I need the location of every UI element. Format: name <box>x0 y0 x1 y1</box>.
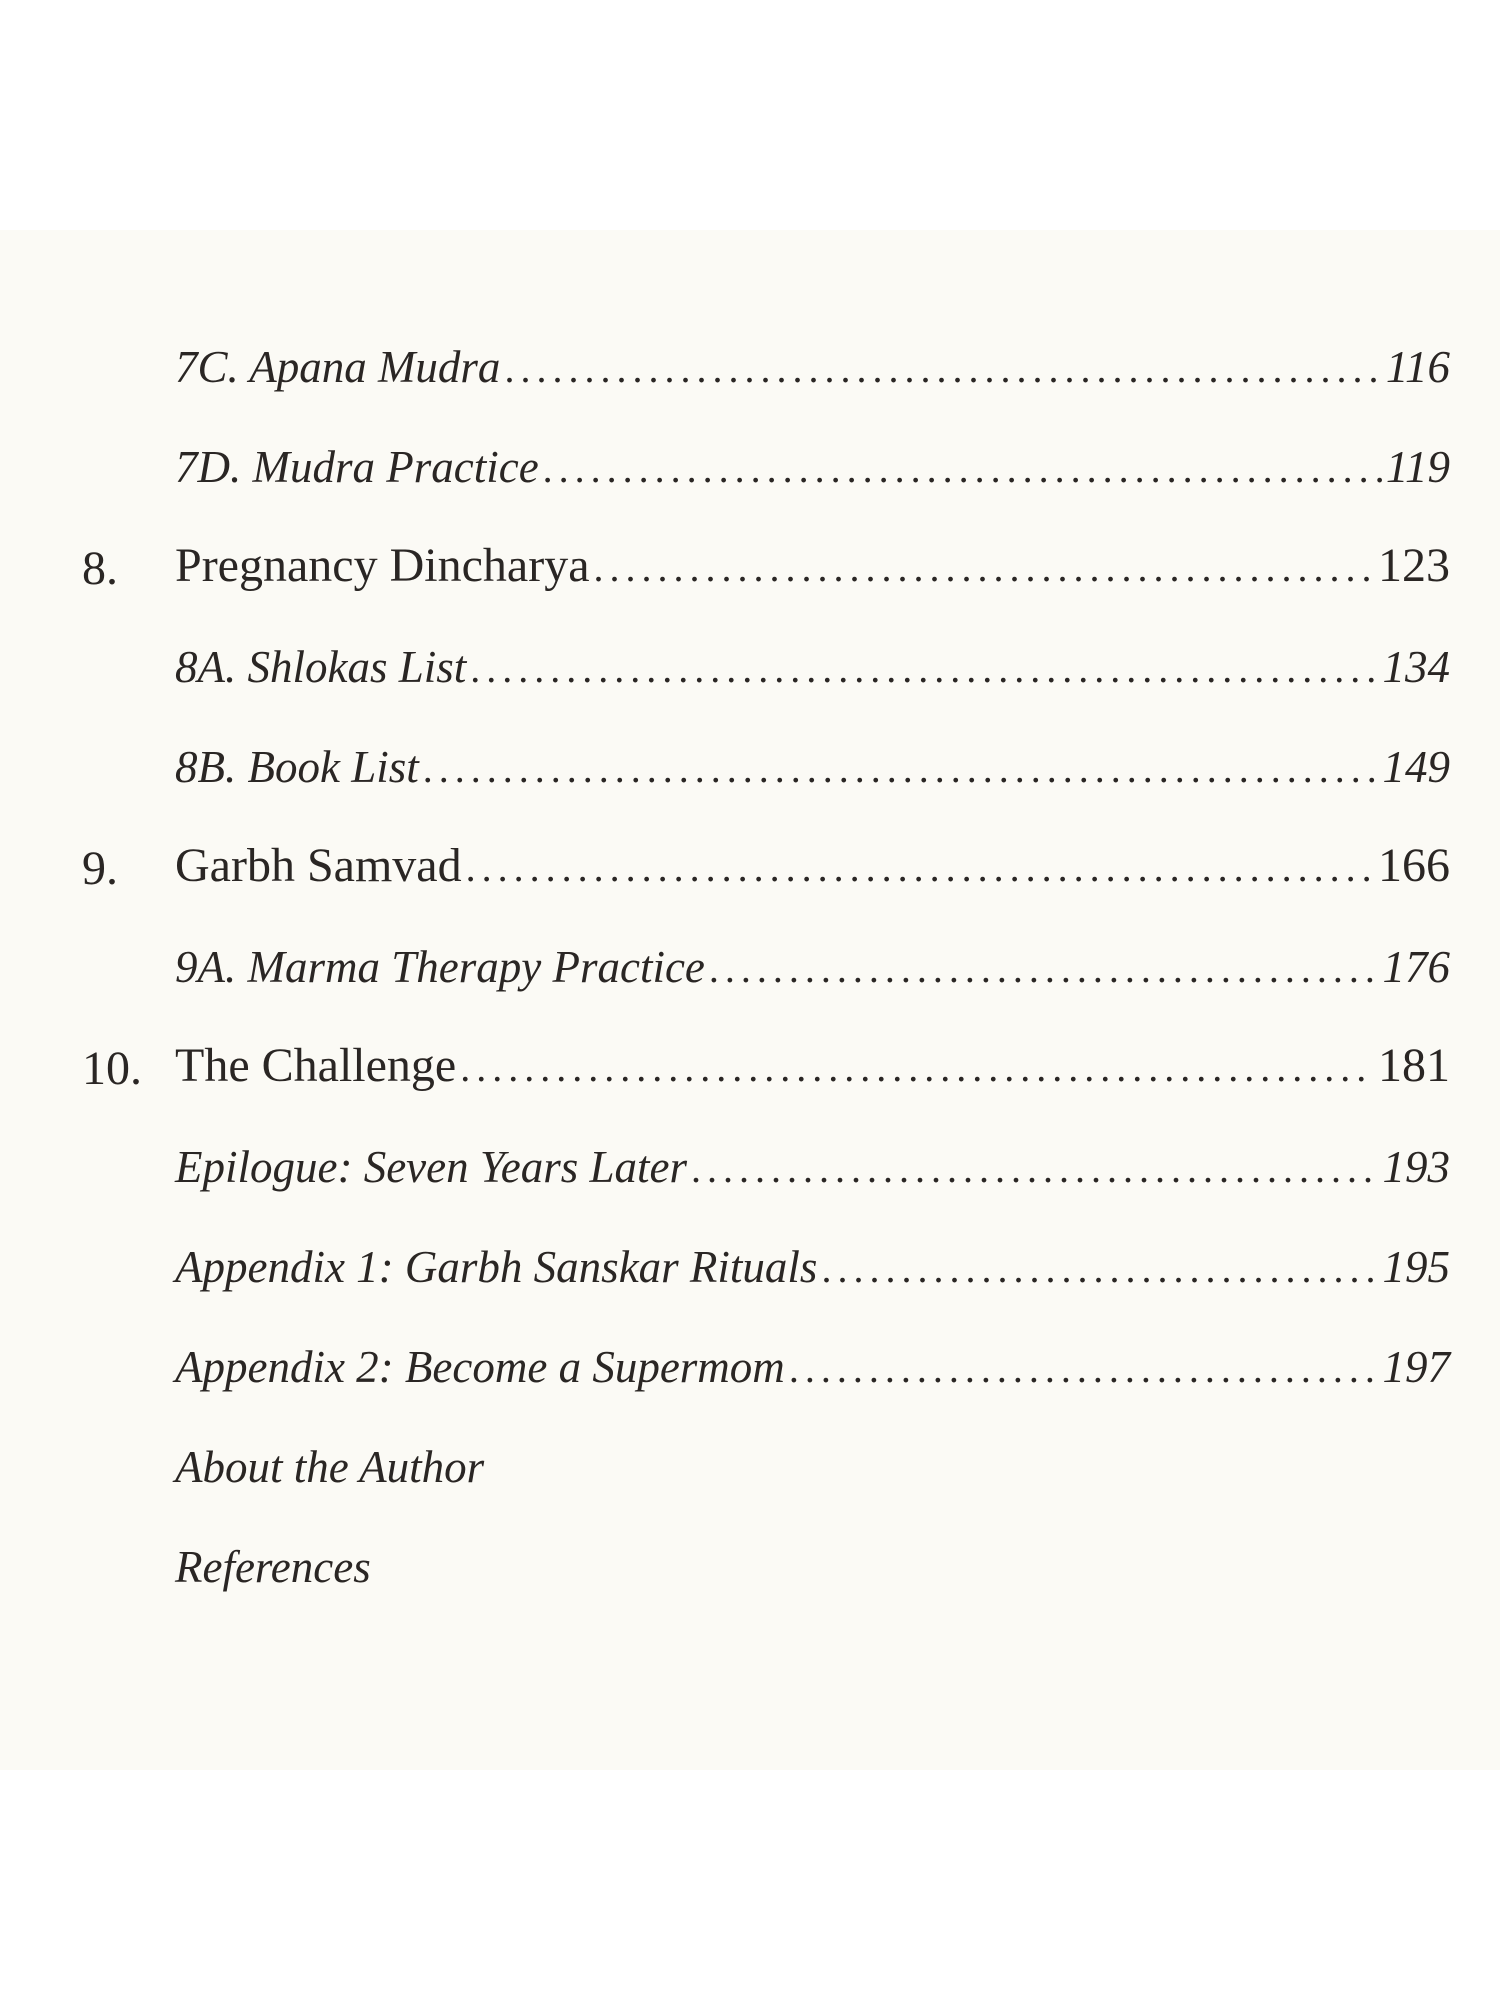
chapter-number: 8. <box>82 542 118 595</box>
toc-entry-title: Garbh Samvad <box>175 839 462 892</box>
toc-entry-7c <box>0 342 1500 405</box>
toc-entry-title: 9A. Marma Therapy Practice <box>175 942 705 992</box>
dot-leader <box>504 345 1381 392</box>
toc-entry-8 <box>0 539 1500 605</box>
dot-leader <box>709 945 1379 992</box>
toc-row <box>175 538 1450 593</box>
toc-entry-appendix-2 <box>0 1342 1500 1405</box>
toc-page-number: 149 <box>1382 742 1450 792</box>
toc-page-number: 195 <box>1382 1242 1450 1292</box>
toc-row <box>175 1341 1450 1393</box>
chapter-number: 9. <box>82 842 118 895</box>
toc-page-number: 166 <box>1378 839 1450 892</box>
dot-leader <box>691 1145 1378 1192</box>
toc-row <box>175 641 1450 693</box>
dot-leader <box>821 1245 1378 1292</box>
toc-entry-title: Pregnancy Dincharya <box>175 539 590 592</box>
toc-entry-7d <box>0 442 1500 505</box>
toc-row <box>175 1038 1450 1093</box>
toc-page-number: 116 <box>1385 342 1450 392</box>
toc-row <box>175 341 1450 393</box>
dot-leader <box>466 844 1374 891</box>
toc-page-number: 193 <box>1382 1142 1450 1192</box>
toc-entry-epilogue <box>0 1142 1500 1205</box>
toc-entry-title: 8A. Shlokas List <box>175 642 467 692</box>
book-page <box>0 230 1500 1770</box>
toc-entry-title: 7D. Mudra Practice <box>175 442 539 492</box>
toc-entry-references <box>0 1542 1500 1605</box>
toc-row <box>175 838 1450 893</box>
toc-entry-title: 8B. Book List <box>175 742 419 792</box>
toc-entry-9a <box>0 942 1500 1005</box>
toc-entry-title: References <box>175 1542 371 1592</box>
toc-entry-title: Appendix 2: Become a Supermom <box>175 1342 785 1392</box>
dot-leader <box>470 645 1378 692</box>
toc-entry-title: The Challenge <box>175 1039 457 1092</box>
dot-leader <box>460 1044 1374 1091</box>
toc-row <box>175 941 1450 993</box>
toc-entry-8a <box>0 642 1500 705</box>
toc-page-number: 176 <box>1382 942 1450 992</box>
toc-page-number: 181 <box>1378 1039 1450 1092</box>
toc-entry-about-author <box>0 1442 1500 1505</box>
toc-row <box>175 441 1450 493</box>
dot-leader <box>594 544 1375 591</box>
table-of-contents <box>0 230 1500 1770</box>
dot-leader <box>543 445 1382 492</box>
toc-entry-10 <box>0 1039 1500 1105</box>
toc-page-number: 119 <box>1385 442 1450 492</box>
toc-entry-title: Epilogue: Seven Years Later <box>175 1142 688 1192</box>
toc-entry-9 <box>0 839 1500 905</box>
toc-row <box>175 1141 1450 1193</box>
toc-entry-title: About the Author <box>175 1442 485 1492</box>
toc-row <box>175 1441 1450 1493</box>
toc-row <box>175 741 1450 793</box>
dot-leader <box>423 745 1379 792</box>
toc-page-number: 123 <box>1378 539 1450 592</box>
toc-entry-appendix-1 <box>0 1242 1500 1305</box>
toc-row <box>175 1541 1450 1593</box>
toc-page-number: 197 <box>1382 1342 1450 1392</box>
toc-entry-8b <box>0 742 1500 805</box>
toc-row <box>175 1241 1450 1293</box>
toc-page-number: 134 <box>1382 642 1450 692</box>
toc-entry-title: Appendix 1: Garbh Sanskar Rituals <box>175 1242 818 1292</box>
dot-leader <box>789 1345 1379 1392</box>
toc-entry-title: 7C. Apana Mudra <box>175 342 501 392</box>
chapter-number: 10. <box>82 1042 142 1095</box>
